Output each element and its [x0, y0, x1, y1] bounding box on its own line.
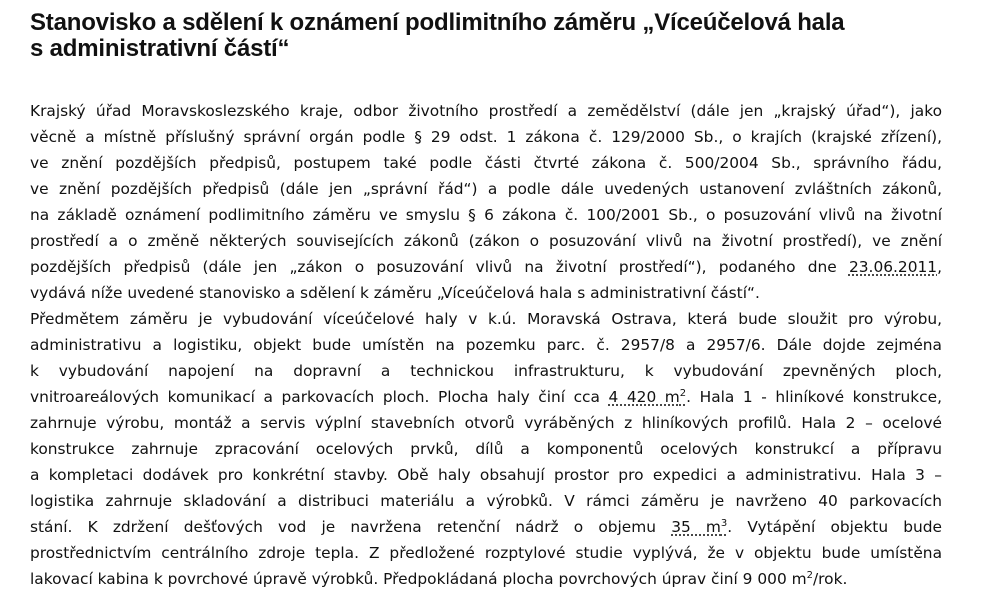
text-line: ve znění pozdějších předpisů, postupem také podle části čtvrté zákona č. 500/2004 Sb., správního řádu, — [30, 154, 942, 172]
text-line: zahrnuje výrobu, montáž a servis výplní stavebních otvorů vyráběných z hliníkových profilů. Hala 2 – ocelové — [30, 414, 942, 432]
text-segment: /rok. — [813, 570, 848, 588]
text-line: Předmětem záměru je vybudování víceúčelové haly v k.ú. Moravská Ostrava, která bude sloužit pro výrobu, — [30, 310, 942, 328]
text-line — [30, 514, 942, 540]
text-line: prostřednictvím centrálního zdroje tepla. Z předložené rozptylové studie vyplývá, že v objektu bude umístěna — [30, 544, 942, 562]
superscript: 2 — [679, 387, 687, 399]
text-segment: lakovací kabina k povrchové úpravě výrobků. Předpokládaná plocha povrchových úprav činí 9 000 m — [30, 570, 807, 588]
text-segment: . Hala 1 - hliníkové konstrukce, — [686, 388, 942, 406]
document-body — [30, 98, 942, 592]
tank-volume-value — [671, 518, 727, 536]
superscript: 3 — [720, 517, 728, 529]
text-segment: . Vytápění objektu bude — [727, 518, 942, 536]
text-line: k vybudování napojení na dopravní a technickou infrastrukturu, k vybudování zpevněných ploch, — [30, 362, 942, 380]
volume-number: 35 m — [671, 518, 721, 536]
title-line: Stanovisko a sdělení k oznámení podlimitního záměru „Víceúčelová hala — [30, 9, 845, 36]
title-line: s administrativní částí“ — [30, 35, 290, 62]
text-segment: , — [937, 258, 942, 276]
text-line: logistika zahrnuje skladování a distribuci materiálu a výrobků. V rámci záměru je navrženo 40 parkovacích — [30, 492, 942, 510]
text-line: prostředí a o změně některých souvisejících zákonů (zákon o posuzování vlivů na životní prostředí), ve znění — [30, 232, 942, 250]
superscript: 2 — [806, 569, 813, 581]
text-line: konstrukce zahrnuje zpracování ocelových prvků, dílů a komponentů ocelových konstrukcí a přípravu — [30, 440, 942, 458]
text-segment: vnitroareálových komunikací a parkovacích ploch. Plocha haly činí cca — [30, 388, 609, 406]
text-line — [30, 254, 942, 280]
area-number: 4 420 m — [608, 388, 680, 406]
submission-date: 23.06.2011 — [848, 258, 938, 276]
text-segment: pozdějších předpisů (dále jen „zákon o posuzování vlivů na životní prostředí“), podaného dne — [30, 258, 849, 276]
text-line — [30, 384, 942, 410]
text-line: vydává níže uvedené stanovisko a sdělení k záměru „Víceúčelová hala s administrativní částí“. — [30, 284, 760, 302]
text-line: věcně a místně příslušný správní orgán podle § 29 odst. 1 zákona č. 129/2000 Sb., o krajích (krajské zřízení), — [30, 128, 942, 146]
text-line: ve znění pozdějších předpisů (dále jen „správní řád“) a podle dále uvedených ustanovení zvláštních zákonů, — [30, 180, 942, 198]
text-line: a kompletaci dodávek pro konkrétní stavby. Obě haly obsahují prostor pro expedici a administrativu. Hala 3 – — [30, 466, 942, 484]
text-line: na základě oznámení podlimitního záměru ve smyslu § 6 zákona č. 100/2001 Sb., o posuzování vlivů na životní — [30, 206, 942, 224]
text-line: Krajský úřad Moravskoslezského kraje, odbor životního prostředí a zemědělství (dále jen „krajský úřad“), jako — [30, 102, 942, 120]
text-line — [30, 566, 942, 592]
document-title — [30, 10, 970, 62]
text-segment: stání. K zdržení dešťových vod je navržena retenční nádrž o objemu — [30, 518, 672, 536]
text-line: administrativu a logistiku, objekt bude umístěn na pozemku parc. č. 2957/8 a 2957/6. Dále dojde zejména — [30, 336, 942, 354]
hall-area-value — [609, 388, 687, 406]
